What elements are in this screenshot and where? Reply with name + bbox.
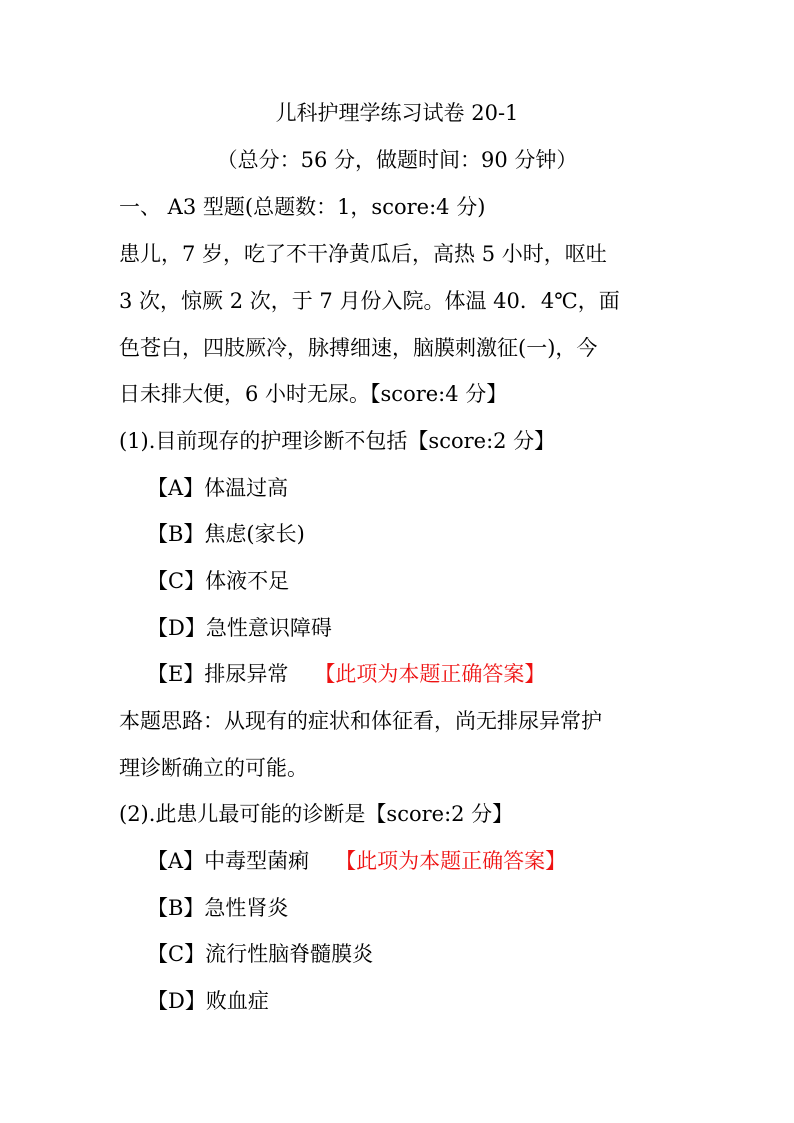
q2-option-d: 【D】败血症 (147, 989, 269, 1013)
explanation-line: 本题思路：从现有的症状和体征看，尚无排尿异常护 (119, 709, 602, 733)
q2-option-a-row (147, 847, 566, 875)
section-heading: 一、 A3 型题(总题数：1，score:4 分) (119, 195, 486, 219)
question-2-text: (2).此患儿最可能的诊断是【score:2 分】 (119, 802, 514, 826)
q2-option-b: 【B】急性肾炎 (147, 896, 289, 920)
stem-line: 色苍白，四肢厥冷，脉搏细速，脑膜刺激征(一)，今 (119, 336, 598, 360)
q2-option-a: 【A】中毒型菌痢 (147, 849, 310, 873)
q1-option-c: 【C】体液不足 (147, 569, 290, 593)
correct-answer-marker: 【此项为本题正确答案】 (314, 662, 546, 686)
q1-option-e-row (147, 660, 545, 688)
document-title: 儿科护理学练习试卷 20-1 (275, 101, 519, 125)
stem-line: 患儿，7 岁，吃了不干净黄瓜后，高热 5 小时，呕吐 (119, 242, 607, 266)
q2-option-c: 【C】流行性脑脊髓膜炎 (147, 942, 374, 966)
q1-option-b: 【B】焦虑(家长) (147, 522, 305, 546)
stem-line: 日未排大便，6 小时无尿。【score:4 分】 (119, 382, 508, 406)
q1-option-d: 【D】急性意识障碍 (147, 616, 332, 640)
question-1-text: (1).目前现存的护理诊断不包括【score:2 分】 (119, 429, 556, 453)
q1-option-a: 【A】体温过高 (147, 476, 289, 500)
document-subtitle: （总分：56 分，做题时间：90 分钟） (216, 148, 578, 172)
correct-answer-marker: 【此项为本题正确答案】 (335, 849, 567, 873)
q1-option-e: 【E】排尿异常 (147, 662, 289, 686)
explanation-line: 理诊断确立的可能。 (119, 756, 308, 780)
stem-line: 3 次，惊厥 2 次，于 7 月份入院。体温 40．4℃，面 (119, 289, 620, 313)
